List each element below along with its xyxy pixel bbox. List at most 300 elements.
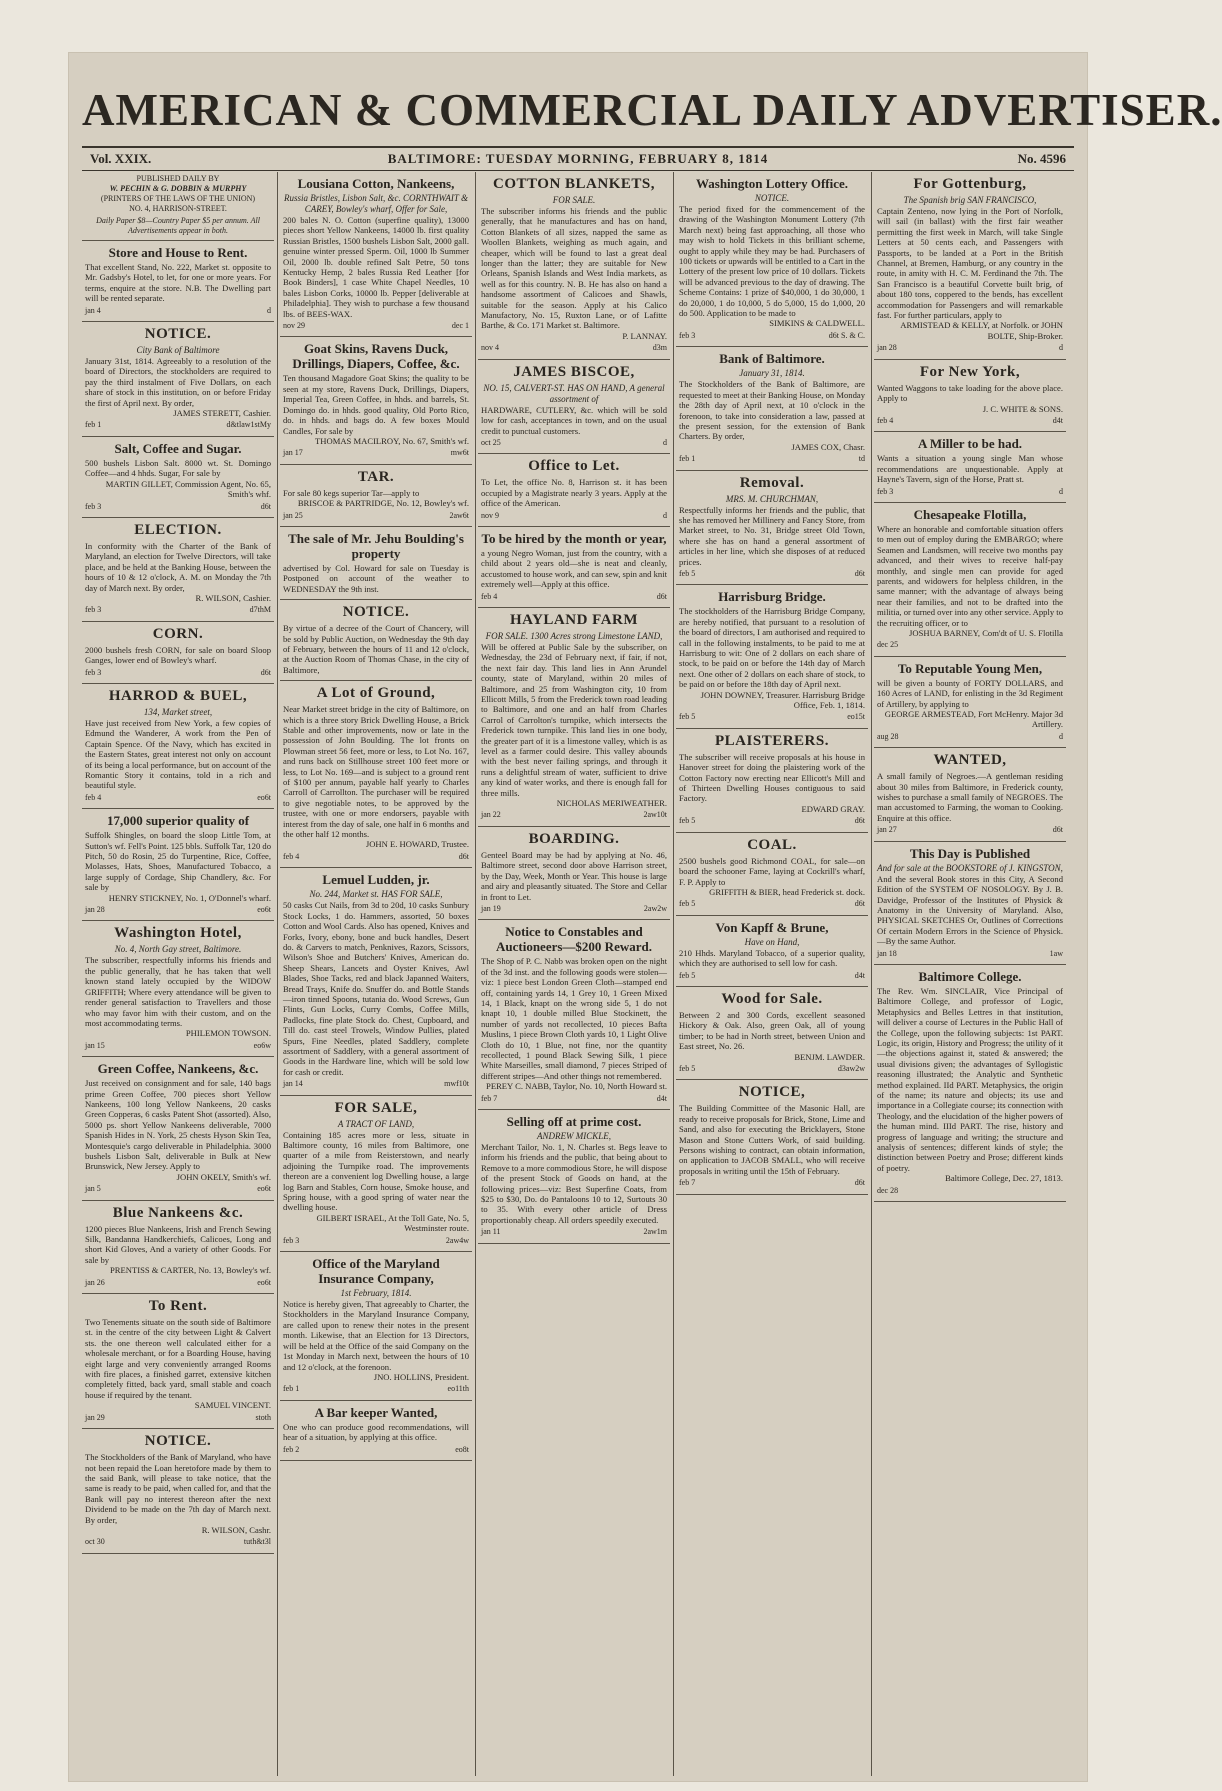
advertisement bbox=[478, 920, 670, 1110]
ad-headline: ELECTION. bbox=[134, 521, 222, 538]
advertisement bbox=[676, 347, 868, 470]
ad-insertion-code bbox=[877, 487, 1063, 497]
ad-body-text: Containing 185 acres more or less, situate in Baltimore county, 16 miles from Baltimore, one quarter of a mile from Reisterstown, and nearly adjoining the Turnpike road. The improvements thereon are a convenient log Dwelling house, a large log Barn and Stables, Corn house, Smoke house, and Spring house, with a good spring of water near the dwelling house. bbox=[283, 1129, 469, 1213]
ad-insertion-code bbox=[85, 668, 271, 678]
advertisement bbox=[874, 657, 1066, 748]
ad-date-code: jan 17 bbox=[283, 448, 303, 458]
ad-body-text: To Let, the office No. 8, Harrison st. it has been occupied by a Magistrate nearly 3 years. Apply at the office of the American. bbox=[481, 477, 667, 509]
ad-run-code: 1aw bbox=[1049, 948, 1063, 958]
ad-body-text: For sale 80 kegs superior Tar—apply to bbox=[283, 487, 420, 498]
advertisement bbox=[478, 527, 670, 608]
advertisement bbox=[676, 729, 868, 833]
column-rule bbox=[673, 172, 674, 1776]
ad-insertion-code bbox=[877, 825, 1063, 835]
ad-signature: Baltimore College, Dec. 27, 1813. bbox=[945, 1173, 1063, 1184]
ad-insertion-code bbox=[85, 1041, 271, 1051]
ad-signature: JAMES STERETT, Cashier. bbox=[173, 408, 271, 419]
ad-body-text: Just received on consignment and for sale, 140 bags prime Green Coffee, 700 pieces short Yellow Nankeens, 100 long Yellow Nankeens, 20 casks Green Copperas, 6 casks Patent Shot (assorted). Also, 5000 ps. short Yellow Nankeens deliverable, 7000 Spanish Hides in N. York, 25 chests Hyson Skin Tea, Montesquie's cargo deliverable in Philadelphia. 3000 bushels Lisbon Salt, deliverable in Bulk at New Brunswick, New Jersey. Apply to bbox=[85, 1078, 271, 1172]
ad-signature: BRISCOE & PARTRIDGE, No. 12, Bowley's wf. bbox=[297, 498, 469, 509]
ad-signature: JOHN DOWNEY, Treasurer. Harrisburg Bridge Office, Feb. 1, 1814. bbox=[700, 689, 865, 711]
ad-run-code: eo8t bbox=[455, 1444, 469, 1454]
ad-signature: R. WILSON, Cashr. bbox=[201, 1524, 271, 1535]
ad-headline: Bank of Baltimore. bbox=[719, 351, 825, 367]
ad-headline: Selling off at prime cost. bbox=[506, 1114, 642, 1129]
ad-signature: P. LANNAY. bbox=[622, 330, 667, 341]
ad-body-text: In conformity with the Charter of the Bank of Maryland, an election for Twelve Directors, will take place, and be held at the Banking House, between the hours of 10 & 12 o'clock, A. M. on Monday the 7th day of March next. By order, bbox=[85, 540, 271, 593]
ad-run-code: dec 1 bbox=[451, 321, 469, 331]
advertisement bbox=[874, 842, 1066, 965]
ad-body-text: The subscriber, respectfully informs his friends and the public generally, that he has taken that well known stand lately occupied by the WIDOW GRIFFITH; Where every attendance will be given to render general satisfaction to Travellers and those who may favor him with their custom, and on the most accommodating terms. bbox=[85, 955, 271, 1028]
ad-run-code: d6t bbox=[854, 899, 865, 909]
publisher-line: PUBLISHED DAILY BY bbox=[136, 174, 220, 183]
ad-insertion-code bbox=[283, 511, 469, 521]
ad-headline: Office to Let. bbox=[528, 458, 620, 475]
ad-insertion-code bbox=[481, 1094, 667, 1104]
ad-insertion-code bbox=[877, 732, 1063, 742]
ad-date-code: jan 15 bbox=[85, 1040, 105, 1050]
column-1 bbox=[82, 172, 274, 1776]
ad-signature: THOMAS MACILROY, No. 67, Smith's wf. bbox=[315, 435, 469, 446]
ad-signature: PRENTISS & CARTER, No. 13, Bowley's wf. bbox=[110, 1265, 271, 1276]
ad-body-text: The Stockholders of the Bank of Maryland, who have not been repaid the Loan heretofore made by them to the said Bank, will please to take notice, that the same is ready to be paid, when called for, and that the Bank will pay no interest thereon after the next Dividend to be made on the 7th day of March next. By order, bbox=[85, 1452, 271, 1525]
ad-headline: Lousiana Cotton, Nankeens, bbox=[297, 176, 455, 191]
ad-body-text: The period fixed for the commencement of the drawing of the Washington Monument Lottery (7th March next) being fast approaching, all those who may wish to hold Tickets in this brilliant scheme, ought to apply while they may be had. Purchasers of 100 tickets or upwards will be entitled to a Cart in the Lottery of the present low price of 10 dollars. Tickets will be advanced previous to the day of drawing. The Scheme Contains: 1 prize of $40,000, 1 do 30,000, 1 do 20,000, 1 do 10,000, 5 do 5,000, 15 do 1,000, 20 do 500. Application to be made to bbox=[679, 204, 865, 319]
ad-headline: COTTON BLANKETS, bbox=[493, 176, 655, 192]
masthead-title: AMERICAN & COMMERCIAL DAILY ADVERTISER. bbox=[82, 85, 1222, 135]
publisher-address: NO. 4, HARRISON-STREET. bbox=[129, 204, 227, 213]
publisher-block bbox=[82, 172, 274, 241]
ad-headline: A Lot of Ground, bbox=[316, 685, 436, 702]
advertisement bbox=[82, 1057, 274, 1200]
ad-date-code: feb 3 bbox=[877, 486, 894, 496]
ad-insertion-code bbox=[283, 321, 469, 331]
ad-headline: A Miller to be had. bbox=[917, 436, 1023, 452]
ad-body-text: Merchant Tailor, No. 1, N. Charles st. Begs leave to inform his friends and the public, that being about to Remove to a more commodious Store, he will dispose of the present Stock of Goods on hand, at the following prices—viz: Best Superfine Coats, from $25 to $30, Do. do Pantaloons 10 to 12, Surtouts 30 to 35. With every other article of Dress proportionably cheap. All orders speedily executed. bbox=[481, 1142, 667, 1225]
column-3-ads bbox=[478, 172, 670, 1244]
ad-subhead: NOTICE. bbox=[754, 193, 790, 203]
advertisement bbox=[82, 1429, 274, 1554]
ad-headline: Green Coffee, Nankeens, &c. bbox=[97, 1061, 259, 1077]
dateline bbox=[82, 146, 1074, 171]
ad-body-text: Suffolk Shingles, on board the sloop Little Tom, at Sutton's wf. Fell's Point. 125 bbls. Suffolk Tar, 120 do Pitch, 50 do Rosin, 25 do Turpentine, Rice, Coffee, Molasses, Hats, Shoes, Manufactured Tobacco, a large supply of Cordage, Ship Chandlery, &c. For sale by bbox=[85, 830, 271, 893]
column-1-ads bbox=[82, 241, 274, 1554]
ad-date-code: feb 7 bbox=[481, 1093, 498, 1103]
ad-body-text: January 31st, 1814. Agreeably to a resolution of the board of Directors, the stockholders are required to pay the third instalment of Five Dollars, on each share of stock in this institution, on or before Friday the first of April next. By order, bbox=[85, 356, 271, 408]
ad-date-code: jan 28 bbox=[877, 343, 897, 353]
ad-headline: NOTICE. bbox=[144, 326, 212, 343]
ad-run-code: d&tlaw1stMy bbox=[226, 420, 271, 430]
advertisement bbox=[478, 1110, 670, 1244]
advertisement bbox=[280, 527, 472, 600]
ad-insertion-code bbox=[283, 448, 469, 458]
ad-headline: To Reputable Young Men, bbox=[897, 660, 1043, 676]
ad-headline: To Rent. bbox=[148, 1298, 208, 1315]
ad-date-code: feb 1 bbox=[283, 1384, 300, 1394]
ad-body-text: The stockholders of the Harrisburg Bridge Company, are hereby notified, that pursuant to a resolution of the board of directors, I am authorised and required to call in the following instalments, to be paid to me at Harrisburg to wit: One of 2 dollars on each share of stock, to be paid on or before the 14th day of March next. One other of 2 dollars on each share of stock, to be paid on or before the 18th day of April next. bbox=[679, 606, 865, 690]
ad-insertion-code bbox=[85, 1413, 271, 1423]
ad-run-code: d7thM bbox=[249, 605, 271, 615]
ad-date-code: jan 19 bbox=[481, 903, 501, 913]
ad-date-code: aug 28 bbox=[877, 731, 899, 741]
ad-signature: ARMISTEAD & KELLY, at Norfolk. or JOHN BOLTE, Ship-Broker. bbox=[900, 320, 1063, 341]
ad-date-code: feb 2 bbox=[283, 1444, 300, 1454]
ad-date-code: jan 25 bbox=[283, 510, 303, 520]
ad-body-text: Will be offered at Public Sale by the subscriber, on Wednesday, the 23d of February next, if fair, if not, the next fair day. This land lies in Ann Arundel county, state of Maryland, within 20 miles of Baltimore, and 25 from Washington city, 10 from Ellicott Mills, 5 from the Frederick town road leading to Baltimore, and one and an half from Charles Carrol of Carrolton's turnpike, which intersects the Frederick town turnpike. This land lies in one body, the greater part of it is a limestone valley, which is as level as a farmer could desire. This valley abounds with the best never failing springs, and through it runs a delightful stream of water, sufficient to drive any kind of water works, and there is enough fall for three mills. bbox=[481, 641, 667, 798]
advertisement bbox=[280, 600, 472, 681]
ad-insertion-code bbox=[877, 343, 1063, 353]
ad-date-code: feb 4 bbox=[481, 591, 498, 601]
ad-insertion-code bbox=[679, 1064, 865, 1074]
ad-date-code: feb 5 bbox=[679, 712, 696, 722]
ad-date-code: dec 25 bbox=[877, 640, 899, 650]
ad-body-text: Between 2 and 300 Cords, excellent seasoned Hickory & Oak. Also, green Oak, all of young timber; to be had in North street, between Union and East street, No. 26. bbox=[679, 1009, 865, 1052]
ad-signature: BENJM. LAWDER. bbox=[794, 1051, 865, 1062]
column-2 bbox=[280, 172, 472, 1776]
ad-insertion-code bbox=[679, 331, 865, 341]
ad-run-code: d3m bbox=[652, 343, 667, 353]
ad-date-code: jan 29 bbox=[85, 1412, 105, 1422]
ad-body-text: The subscriber will receive proposals at his house in Hanover street for doing the plaistering work of the Cotton Factory now erecting near Ellicott's Mill and of Thirteen Dwelling Houses contiguous to said Factory. bbox=[679, 751, 865, 804]
column-rule bbox=[871, 172, 872, 1776]
ad-body-text: HARDWARE, CUTLERY, &c. which will be sold low for cash, acceptances in town, and on the usual credit to punctual customers. bbox=[481, 404, 667, 436]
ad-signature: JOHN E. HOWARD, Trustee. bbox=[365, 839, 469, 850]
ad-insertion-code bbox=[85, 306, 271, 316]
ad-headline: NOTICE, bbox=[738, 1084, 806, 1101]
ad-date-code: dec 28 bbox=[877, 1185, 899, 1195]
subscription-terms: Daily Paper $8—Country Paper $5 per annum. All Advertisements appear in both. bbox=[96, 216, 260, 235]
ad-insertion-code bbox=[481, 511, 667, 521]
ad-insertion-code bbox=[481, 592, 667, 602]
ad-run-code: d6t bbox=[458, 851, 469, 861]
ad-headline: CORN. bbox=[152, 625, 204, 642]
ad-signature: J. C. WHITE & SONS. bbox=[982, 403, 1063, 414]
ad-insertion-code bbox=[283, 1384, 469, 1394]
ad-headline: To be hired by the month or year, bbox=[481, 530, 667, 546]
ad-subhead: FOR SALE. bbox=[552, 195, 596, 205]
ad-run-code: 2aw2w bbox=[643, 903, 667, 913]
advertisement bbox=[676, 1080, 868, 1194]
ad-headline: BOARDING. bbox=[528, 830, 620, 847]
ad-headline: NOTICE. bbox=[144, 1433, 212, 1450]
ad-body-text: advertised by Col. Howard for sale on Tuesday is Postponed on account of the weather to WEDNESDAY the 9th inst. bbox=[283, 562, 469, 594]
ad-headline: A Bar keeper Wanted, bbox=[314, 1404, 438, 1420]
ad-signature: JNO. HOLLINS, President. bbox=[373, 1371, 469, 1382]
ad-run-code: 2aw6t bbox=[449, 510, 469, 520]
ad-body-text: Where an honorable and comfortable situation offers to men out of employ during the EMBARGO; where Seamen and Landsmen, will receive two months pay advanced, and their wives to receive half-pay monthly, and single men can provide for aged parents, and widowers for helpless children, in the same manner; with the advantage of always being near their families, and not to be drafted into the militia, or turned over into any other service. Apply to the recruiting officer, or to bbox=[877, 523, 1063, 628]
ad-subhead: And for sale at the BOOKSTORE of J. KINGSTON, bbox=[877, 862, 1063, 873]
ad-run-code: d6t bbox=[854, 816, 865, 826]
ad-signature: JOHN OKELY, Smith's wf. bbox=[176, 1171, 271, 1182]
ad-insertion-code bbox=[283, 1079, 469, 1089]
ad-run-code: eo6t bbox=[257, 792, 271, 802]
ad-body-text: The Shop of P. C. Nabb was broken open on the night of the 3d inst. and the following goods were stolen—viz: 1 piece best London Green Cloth—stamped end off, containing yards 14, 1 Grey 10, 1 Green Mixed 14, 1 Black, knapt on the wrong side 5, 1 do not knapt 10, 1 double milled Blue Stockinett, the number of yards not recollected, 10 pieces Bafta Muslins, 1 piece Brown Cloth yards 10, 1 Light Olive Cloth do 10, 1 Blue, not fine, nor the quantity recollected, 1 pound Black Sewing Silk, 1 piece White Marseilles, small diamond, 7 pieces Striped of different stripes—And other things not remembered. bbox=[481, 956, 667, 1081]
ad-run-code: eo6t bbox=[257, 905, 271, 915]
ad-date-code: feb 4 bbox=[85, 792, 102, 802]
advertisement bbox=[82, 518, 274, 622]
ad-body-text: Respectfully informs her friends and the public, that she has removed her Millinery and Fancy Store, from Market street, to No. 31, Bridge street Old Town, where she has on hand a general assortment of articles in her line, which she disposes of at reduced prices. bbox=[679, 504, 865, 567]
advertisement bbox=[82, 622, 274, 684]
ad-body-text: 50 casks Cut Nails, from 3d to 20d, 10 casks Sunbury Stock Locks, 1 do. Hammers, assorted, 50 boxes Cotton and Wool Cards. Also has opened, Knives and Forks, Ivory, ebony, bone and buck handles, Desert do. & Carvers to match, Penknives, Razors, Scissors, Wilson's Shoe and Butchers' Knives, American do. Sheep Shears, Lancets and Oyster Knives, Awl Blades, Shoe Tacks, red and black Japanned Waiters, Bread Trays, Knife do. Snuffer do. and Bottle Stands—iron tinned Spoons, tutania do. Wood Screws, Gun Flints, Gun Locks, Curry Combs, Coffee Mills, Padlocks, fine plate Stock do. Chest, Cupboard, and Till do. cast steel Trowels, Window Pullies, plated Spurs, Fine Needles, plated Saddlery, complete assortment of Saddlery, with a general assortment of Goods in the Hardware line, which will be sold low for cash or credit. bbox=[283, 900, 469, 1077]
ad-insertion-code bbox=[877, 949, 1063, 959]
ad-run-code: d6t S. & C. bbox=[828, 330, 865, 340]
advertisement bbox=[874, 965, 1066, 1202]
advertisement bbox=[280, 868, 472, 1095]
ad-run-code: d bbox=[1059, 343, 1063, 353]
ad-run-code: d3aw2w bbox=[837, 1063, 865, 1073]
ad-headline: FOR SALE, bbox=[334, 1099, 418, 1116]
ad-signature: GRIFFITH & BIER, head Frederick st. dock. bbox=[709, 886, 865, 897]
ad-insertion-code bbox=[877, 416, 1063, 426]
ad-run-code: mw6t bbox=[450, 448, 469, 458]
ad-signature: SIMKINS & CALDWELL. bbox=[769, 318, 865, 329]
ad-headline: Washington Hotel, bbox=[114, 925, 242, 942]
advertisement bbox=[874, 432, 1066, 503]
ad-run-code: d6t bbox=[260, 501, 271, 511]
advertisement bbox=[82, 921, 274, 1057]
ad-date-code: jan 26 bbox=[85, 1277, 105, 1287]
ad-run-code: d bbox=[663, 437, 667, 447]
ad-body-text: 200 bales N. O. Cotton (superfine quality), 13000 pieces short Yellow Nankeens, 14000 lb. first quality Russian Bristles, 1500 bushels Lisbon Salt, 2000 gall. genuine winter pressed Sperm. Oil, 1000 lb Summer Oil, 2000 lb. double refined Salt Petre, 50 tons Kentucky Hemp, 2 bales Russia Red Leather [for Book Binders], 1 case White Chapel Needles, 10 bales Lisbon Corks, 10000 lb. Pepper [deliverable at Philadelphia]. They wish to purchase a few thousand lbs. of BEES-WAX. bbox=[283, 215, 469, 319]
advertisement bbox=[478, 172, 670, 360]
column-4 bbox=[676, 172, 868, 1776]
ad-run-code: eo6t bbox=[257, 1184, 271, 1194]
advertisement bbox=[478, 827, 670, 920]
ad-insertion-code bbox=[679, 816, 865, 826]
ad-body-text: Wanted Waggons to take loading for the above place. Apply to bbox=[877, 382, 1063, 404]
ad-insertion-code bbox=[85, 1278, 271, 1288]
column-5 bbox=[874, 172, 1066, 1776]
ad-signature: SAMUEL VINCENT. bbox=[194, 1400, 271, 1411]
ad-insertion-code bbox=[283, 852, 469, 862]
ad-date-code: feb 3 bbox=[679, 330, 696, 340]
ad-run-code: d6t bbox=[854, 1178, 865, 1188]
ad-subhead: January 31, 1814. bbox=[739, 368, 805, 379]
ad-insertion-code bbox=[85, 1184, 271, 1194]
ad-date-code: jan 27 bbox=[877, 825, 897, 835]
publisher-line: (PRINTERS OF THE LAWS OF THE UNION) bbox=[100, 194, 256, 203]
ad-date-code: feb 4 bbox=[283, 851, 300, 861]
ad-insertion-code bbox=[85, 605, 271, 615]
ad-run-code: d6t bbox=[1052, 825, 1063, 835]
ad-insertion-code bbox=[877, 1186, 1063, 1196]
advertisement bbox=[874, 503, 1066, 657]
ad-headline: NOTICE. bbox=[342, 604, 410, 621]
column-rule bbox=[277, 172, 278, 1776]
ad-headline: HAYLAND FARM bbox=[509, 611, 639, 628]
ad-subhead: Russia Bristles, Lisbon Salt, &c. CORNTHWAIT & CAREY, Bowley's wharf, Offer for Sale, bbox=[284, 193, 468, 214]
ad-headline: TAR. bbox=[357, 468, 395, 485]
ad-date-code: nov 4 bbox=[481, 343, 499, 353]
advertisement bbox=[82, 684, 274, 809]
ad-body-text: 210 Hhds. Maryland Tobacco, of a superior quality, which they are authorised to sell low for cash. bbox=[679, 947, 865, 969]
advertisement bbox=[280, 1401, 472, 1461]
column-3 bbox=[478, 172, 670, 1776]
ad-run-code: d6t bbox=[260, 667, 271, 677]
ad-date-code: jan 4 bbox=[85, 305, 101, 315]
ad-date-code: jan 14 bbox=[283, 1079, 303, 1089]
ad-date-code: feb 3 bbox=[85, 667, 102, 677]
ad-headline: PLAISTERERS. bbox=[715, 732, 829, 749]
ad-date-code: feb 1 bbox=[85, 420, 102, 430]
ad-date-code: feb 1 bbox=[679, 454, 696, 464]
advertisement bbox=[280, 337, 472, 464]
ad-body-text: 2500 bushels good Richmond COAL, for sale—on board the schooner Fame, laying at Cockrill's wharf, F. P. Apply to bbox=[679, 855, 865, 887]
ad-headline: HARROD & BUEL, bbox=[108, 687, 248, 704]
column-4-ads bbox=[676, 172, 868, 1195]
ad-insertion-code bbox=[679, 454, 865, 464]
ad-date-code: feb 5 bbox=[679, 1063, 696, 1073]
ad-run-code: 2aw4w bbox=[445, 1235, 469, 1245]
ad-signature: JAMES COX, Chasr. bbox=[791, 441, 865, 452]
ad-headline: Store and House to Rent. bbox=[108, 245, 248, 260]
ad-headline: For Gottenburg, bbox=[913, 176, 1027, 192]
ad-date-code: jan 28 bbox=[85, 905, 105, 915]
ad-headline: Notice to Constables and Auctioneers—$200 Reward. bbox=[496, 924, 652, 955]
ad-insertion-code bbox=[679, 569, 865, 579]
ad-body-text: The Building Committee of the Masonic Hall, are ready to receive proposals for Brick, Stone, Lime and Sand, and also for executing the Bricklayers, Stone Mason and Stone Cutters Work, of said building. Persons wishing to contract, can obtain information, on application to JACOB SMALL, who will receive proposals in writing until the 15th of February. bbox=[679, 1103, 865, 1176]
ad-insertion-code bbox=[283, 1236, 469, 1246]
ad-insertion-code bbox=[85, 905, 271, 915]
ad-subhead: Have on Hand, bbox=[744, 936, 800, 947]
ad-insertion-code bbox=[85, 420, 271, 430]
ad-headline: Lemuel Ludden, jr. bbox=[322, 872, 430, 888]
ad-body-text: And the several Book stores in this City, A Second Edition of the SYSTEM OF NOSOLOGY. By J. B. Davidge, Professor of the Institutes of Physick & Anatomy in the University of Maryland. Also, PHYSICAL SKETCHES Or, Outlines of Corrections Of certain Modern Errors in the Science of Physick.—By the same Author. bbox=[877, 873, 1063, 947]
ad-body-text: will be given a bounty of FORTY DOLLARS, and 160 Acres of LAND, for enlisting in the 3d Regiment of Artillery, by applying to bbox=[877, 677, 1063, 709]
ad-run-code: d bbox=[267, 305, 271, 315]
ad-date-code: jan 11 bbox=[481, 1227, 501, 1237]
ad-body-text: Have just received from New York, a few copies of Edmund the Wanderer, A work from the Pen of Captain Spence. Of the Navy, which has excited in the Eastern States, great interest not only on account of its being a local performance, but on account of the Romantic Story it contains, told in a rich and beautiful style. bbox=[85, 717, 271, 791]
ad-insertion-code bbox=[481, 904, 667, 914]
ad-run-code: d bbox=[1059, 486, 1063, 496]
ad-headline: The sale of Mr. Jehu Boulding's property bbox=[288, 530, 464, 561]
ad-run-code: tuth&t3l bbox=[243, 1537, 271, 1547]
ad-subhead: 134, Market street, bbox=[143, 706, 213, 717]
ad-subhead: ANDREW MICKLE, bbox=[537, 1131, 611, 1141]
advertisement bbox=[280, 172, 472, 337]
ad-date-code: jan 18 bbox=[877, 948, 897, 958]
ad-subhead: NO. 15, CALVERT-ST. HAS ON HAND, A general assortment of bbox=[483, 382, 665, 404]
advertisement bbox=[676, 916, 868, 987]
place-and-date: BALTIMORE: TUESDAY MORNING, FEBRUARY 8, 1814 bbox=[387, 151, 769, 166]
ad-signature: GEORGE ARMESTEAD, Fort McHenry. Major 3d Artillery. bbox=[884, 709, 1063, 730]
advertisement bbox=[280, 1096, 472, 1252]
advertisement bbox=[874, 748, 1066, 841]
ad-date-code: feb 3 bbox=[85, 605, 102, 615]
ad-insertion-code bbox=[85, 1537, 271, 1547]
ad-run-code: d bbox=[663, 510, 667, 520]
ad-subhead: 1st February, 1814. bbox=[340, 1288, 412, 1299]
ad-signature: R. WILSON, Cashier. bbox=[195, 592, 271, 603]
ad-headline: Von Kapff & Brune, bbox=[715, 919, 829, 935]
advertisement bbox=[82, 1201, 274, 1294]
ad-body-text: Two Tenements situate on the south side of Baltimore st. in the centre of the city between Light & Calvert sts. the one thereon well calculated either for a wholesale merchant, or for a Boarding House, having eight large and very conveniently arranged Rooms with fire places, a finished garret, extensive kitchen completely fitted, back yard, small stable and coach house if required by the tenant. bbox=[85, 1317, 271, 1400]
ad-date-code: feb 5 bbox=[679, 970, 696, 980]
advertisement bbox=[280, 1252, 472, 1401]
ad-headline: Goat Skins, Ravens Duck, Drillings, Diapers, Coffee, &c. bbox=[292, 341, 460, 372]
column-rule bbox=[475, 172, 476, 1776]
advertisement bbox=[82, 322, 274, 437]
ad-body-text: The Stockholders of the Bank of Baltimore, are requested to meet at their Banking House, on Monday the 28th day of April next, at 10 o'clock in the forenoon, to take into consideration a law, passed at the present session, for the extension of Bank Charters. By order, bbox=[679, 379, 865, 442]
ad-body-text: One who can produce good recommendations, will hear of a situation, by applying at this office. bbox=[283, 1421, 469, 1443]
ad-date-code: feb 5 bbox=[679, 816, 696, 826]
ad-headline: Baltimore College. bbox=[918, 968, 1022, 984]
advertisement bbox=[82, 1294, 274, 1429]
columns bbox=[82, 172, 1074, 1776]
ad-date-code: feb 3 bbox=[85, 501, 102, 511]
advertisement bbox=[676, 471, 868, 586]
ad-run-code: d4t bbox=[854, 970, 865, 980]
ad-subhead: FOR SALE. 1300 Acres strong Limestone LAND, bbox=[485, 630, 663, 641]
ad-body-text: Ten thousand Magadore Goat Skins; the quality to be seen at my store, Ravens Duck, Drillings, Diapers, Imperial Tea, Green Coffee, in hhds. and barrels, St. Domingo do. in hhds. good quality, Old Porto Rico, do. in hhds. and bags do. A few boxes Mould Candles, For sale by bbox=[283, 373, 469, 436]
advertisement bbox=[82, 437, 274, 518]
ad-run-code: eo11th bbox=[447, 1384, 469, 1394]
ad-date-code: feb 3 bbox=[283, 1235, 300, 1245]
ad-run-code: 2aw1m bbox=[643, 1227, 667, 1237]
ad-headline: Removal. bbox=[739, 474, 805, 491]
ad-body-text: By virtue of a decree of the Court of Chancery, will be sold by Public Auction, on Wednesday the 9th day of February, between the hours of 11 and 12 o'clock, at the Auction Room of Thomas Chase, in the city of Baltimore, bbox=[283, 623, 469, 675]
ad-headline: Blue Nankeens &c. bbox=[112, 1204, 244, 1221]
ad-signature: EDWARD GRAY. bbox=[801, 803, 865, 814]
ad-subhead: City Bank of Baltimore bbox=[136, 345, 220, 356]
ad-signature: GILBERT ISRAEL, At the Toll Gate, No. 5, Westminster route. bbox=[316, 1212, 469, 1234]
ad-body-text: The Rev. Wm. SINCLAIR, Vice Principal of Baltimore College, and professor of Logic, Metaphysics and Belles Lettres in that institution, will deliver a course of Lectures in the Public Hall of the College, upon the following subjects: 1st PART. Logic, its origin, History and Progress; the utility of it—the objections against it, stated & answered; the usual divisions given; the advantages of Syllogistic reasoning illustrated; the Analytic and Synthetic method explained. IId PART. Metaphysics, the origin of the name; its nature and objects; its use and importance in a Collegiate course; its connection with Theology, and the elucidation of the higher powers of the human mind. IIId PART. The rise, history and progress of language and writing; the structure and analysis of sentences; different kinds of style; the distinction between Poetry and Prose; different kinds of poetry. bbox=[877, 985, 1063, 1173]
ad-headline: Salt, Coffee and Sugar. bbox=[114, 440, 242, 456]
ad-run-code: eo15t bbox=[847, 712, 865, 722]
issue-number: No. 4596 bbox=[1017, 151, 1066, 166]
advertisement bbox=[676, 172, 868, 347]
ad-headline: Office of the Maryland Insurance Company, bbox=[312, 1256, 440, 1287]
ad-date-code: oct 25 bbox=[481, 437, 501, 447]
ad-headline: Washington Lottery Office. bbox=[695, 176, 848, 191]
ad-insertion-code bbox=[283, 1445, 469, 1455]
advertisement bbox=[874, 172, 1066, 360]
advertisement bbox=[280, 465, 472, 527]
ad-headline: This Day is Published bbox=[909, 845, 1031, 861]
ad-headline: COAL. bbox=[747, 836, 797, 853]
ad-run-code: d6t bbox=[854, 568, 865, 578]
ad-date-code: jan 5 bbox=[85, 1184, 101, 1194]
ad-headline: Wood for Sale. bbox=[721, 990, 823, 1007]
column-5-ads bbox=[874, 172, 1066, 1202]
ad-run-code: td bbox=[858, 454, 865, 464]
ad-headline: Harrisburg Bridge. bbox=[718, 589, 826, 605]
ad-run-code: d4t bbox=[1052, 415, 1063, 425]
ad-date-code: feb 4 bbox=[877, 415, 894, 425]
ad-headline: 17,000 superior quality of bbox=[106, 813, 250, 829]
ad-signature: MARTIN GILLET, Commission Agent, No. 65, Smith's whf. bbox=[105, 478, 271, 500]
ad-signature: PHILEMON TOWSON. bbox=[185, 1028, 271, 1039]
newspaper-page bbox=[68, 52, 1222, 1782]
ad-insertion-code bbox=[679, 1178, 865, 1188]
ad-run-code: mwf10t bbox=[444, 1079, 469, 1089]
advertisement bbox=[676, 987, 868, 1080]
column-2-ads bbox=[280, 172, 472, 1461]
ad-signature: NICHOLAS MERIWEATHER. bbox=[556, 798, 667, 809]
ad-date-code: oct 30 bbox=[85, 1537, 105, 1547]
ad-insertion-code bbox=[679, 899, 865, 909]
ad-run-code: d bbox=[1059, 731, 1063, 741]
ad-subhead: No. 244, Market st. HAS FOR SALE, bbox=[309, 889, 443, 900]
ad-date-code: feb 5 bbox=[679, 568, 696, 578]
advertisement bbox=[82, 241, 274, 322]
ad-run-code: stoth bbox=[255, 1412, 271, 1422]
ad-body-text: Captain Zenteno, now lying in the Port of Norfolk, will sail (in ballast) with the first fair weather permitting the first week in March, will take Single Letters at 50 cents each, and Passengers with Passports, to be landed at a Port in the British Channel, at Bremen, Hamburg, or any country in the route, in amity with H. C. M. Ferdinand the 7th. The San Francisco is a beautiful Corvette built brig, of about 180 tons, coppered to the bends, has excellent accommodation for Passengers and will remarkable fast. For further particulars, apply to bbox=[877, 206, 1063, 321]
ad-headline: WANTED, bbox=[933, 752, 1007, 769]
ad-body-text: 2000 bushels fresh CORN, for sale on board Sloop Ganges, lower end of Bowley's wharf. bbox=[85, 644, 271, 666]
ad-insertion-code bbox=[679, 712, 865, 722]
ad-run-code: d4t bbox=[656, 1093, 667, 1103]
publisher-names: W. PECHIN & G. DOBBIN & MURPHY bbox=[109, 184, 247, 193]
